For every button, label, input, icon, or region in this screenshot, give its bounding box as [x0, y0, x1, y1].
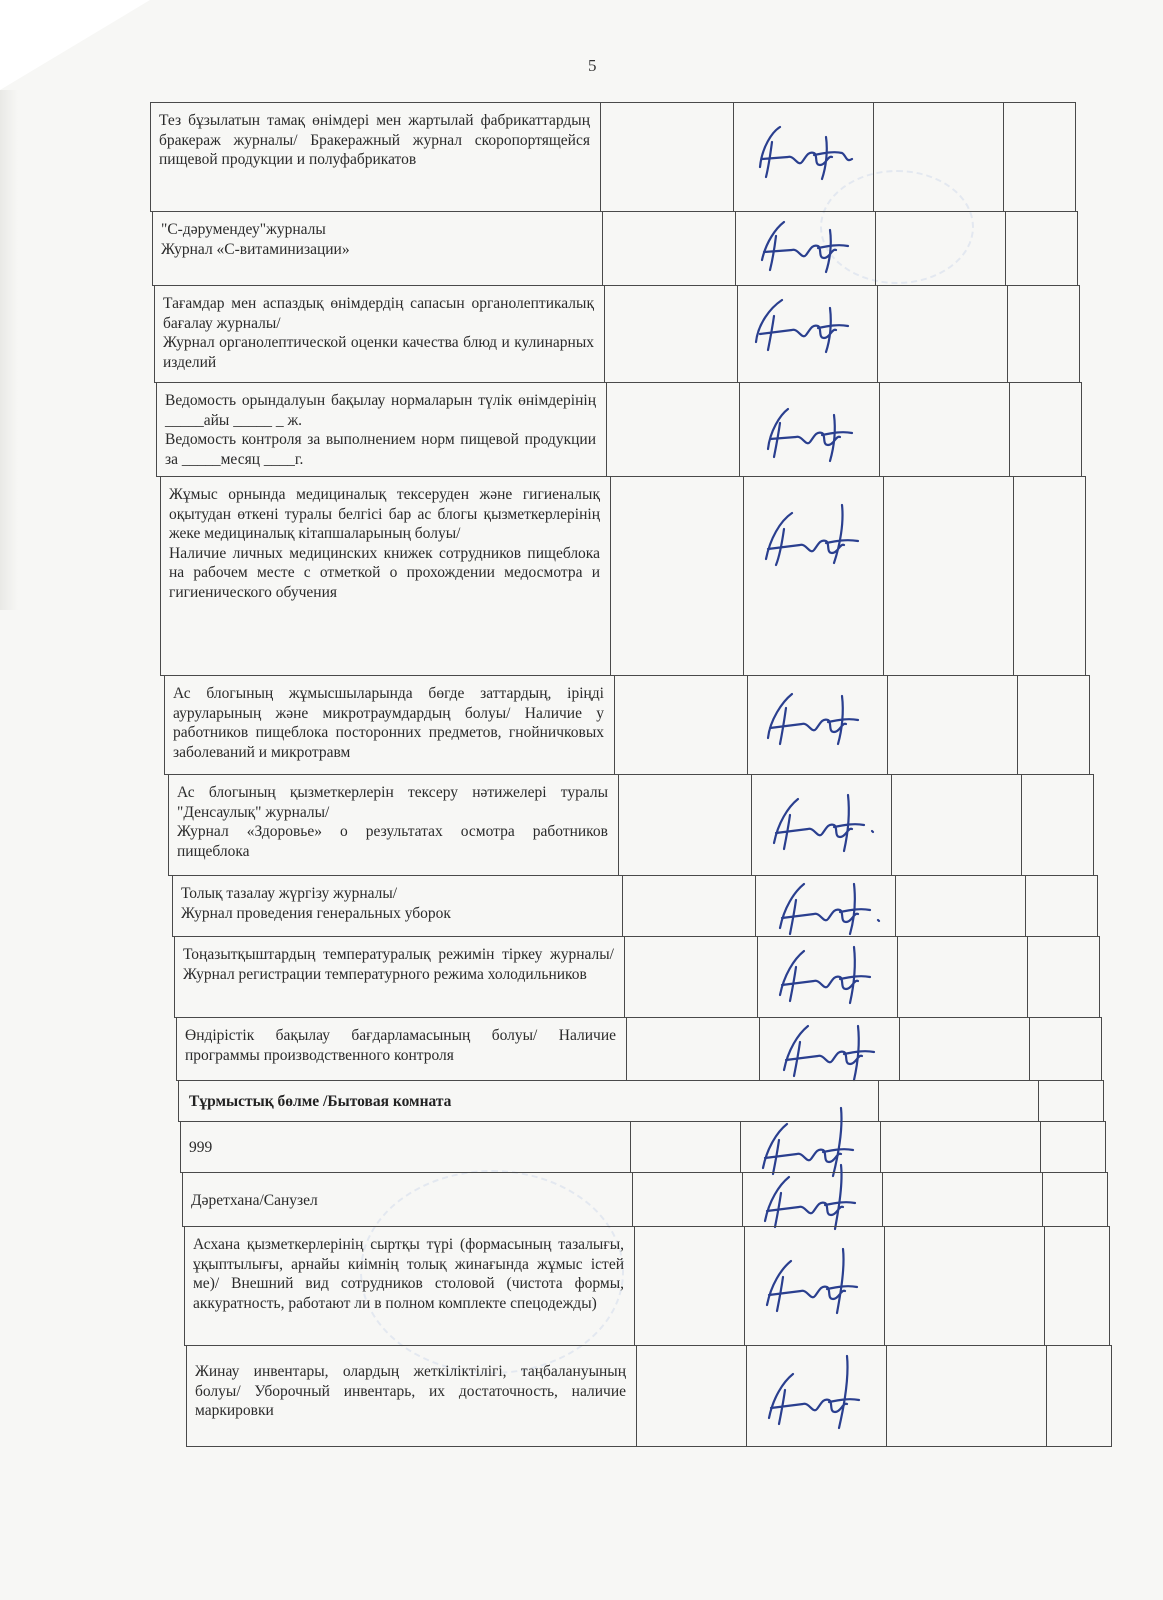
table-row — [180, 1121, 1106, 1173]
empty-cell — [878, 286, 1008, 382]
item-text-cell — [169, 775, 619, 875]
item-text-cell — [177, 1018, 627, 1080]
item-text: Тағамдар мен аспаздық өнімдердің сапасын органолептикалық бағалау журналы/ Журнал органолептической оценки качества блюд и кулинарных изделий — [163, 295, 594, 371]
signature-cell — [736, 212, 876, 285]
empty-cell — [1041, 1122, 1107, 1172]
item-text-cell — [165, 676, 615, 774]
blank-cell — [625, 937, 758, 1017]
table-row — [168, 774, 1094, 876]
item-text-cell — [183, 1173, 633, 1226]
empty-cell — [900, 1018, 1030, 1080]
item-text-cell — [157, 383, 607, 476]
item-text: Ведомость орындалуын бақылау нормаларын түлік өнімдерінің _____айы _____ _ ж. Ведомость контроля за выполнением норм пищевой продукции за _____месяц ____г. — [165, 392, 596, 468]
page-number: 5 — [588, 56, 597, 75]
blank-cell — [631, 1122, 741, 1172]
table-row — [156, 382, 1082, 477]
blank-cell — [627, 1018, 760, 1080]
signature-cell — [743, 1173, 883, 1226]
item-text: "С-дәрумендеу"журналы Журнал «С-витаминизации» — [161, 221, 350, 258]
item-text-cell — [173, 876, 623, 936]
item-text-cell — [181, 1122, 631, 1172]
empty-cell — [1028, 937, 1101, 1017]
signature-cell — [760, 1018, 900, 1080]
table-row — [186, 1345, 1112, 1447]
signature-image — [748, 387, 878, 477]
table-row — [154, 285, 1080, 383]
item-text: Асхана қызметкерлерінің сыртқы түрі (формасының тазалығы, ұқыптылығы, арнайы киімнің толық жинағында жұмыс істей ме)/ Внешний вид сотрудников столовой (чистота формы, аккуратность, работают ли в полном комплекте спецодежды) — [193, 1236, 624, 1312]
empty-cell — [1014, 477, 1087, 675]
table-row — [174, 936, 1100, 1018]
blank-cell — [611, 477, 744, 675]
empty-cell — [887, 1346, 1047, 1446]
item-text: Ас блогының жұмысшыларында бөгде заттардың, іріңді ауруларының және микротраумдардың болуы/ Наличие у работников пищеблока посторонних предметов, гнойничковых заболеваний и микротравм — [173, 685, 604, 761]
empty-cell — [876, 212, 1006, 285]
signature-cell — [756, 876, 896, 936]
signature-cell — [747, 1346, 887, 1446]
empty-cell — [1018, 676, 1091, 774]
signature-cell — [734, 103, 874, 211]
empty-cell — [1006, 212, 1079, 285]
signature-image — [746, 280, 876, 370]
empty-cell — [874, 103, 1004, 211]
table-row — [182, 1172, 1108, 1227]
table-row — [152, 211, 1078, 286]
blank-cell — [607, 383, 740, 476]
empty-cell — [884, 477, 1014, 675]
signature-cell — [745, 1227, 885, 1345]
empty-cell — [1045, 1227, 1111, 1345]
blank-cell — [615, 676, 748, 774]
table-row — [172, 875, 1098, 937]
signature-cell — [748, 676, 888, 774]
empty-cell — [892, 775, 1022, 875]
blank-cell — [633, 1173, 743, 1226]
signature-image — [760, 777, 890, 867]
item-text: Өндірістік бақылау бағдарламасының болуы/ Наличие программы производственного контроля — [185, 1027, 616, 1064]
blank-cell — [601, 103, 734, 211]
empty-cell — [1047, 1346, 1113, 1446]
signature-image — [756, 672, 886, 762]
signature-cell — [738, 286, 878, 382]
signature-image — [755, 1348, 885, 1438]
item-text-cell — [151, 103, 601, 211]
item-text: Тоңазытқыштардың температуралық режимін тіркеу журналы/ Журнал регистрации температурного режима холодильников — [183, 946, 614, 983]
empty-cell — [881, 1122, 1041, 1172]
blank-cell — [603, 212, 736, 285]
empty-cell — [1010, 383, 1083, 476]
table-row — [150, 102, 1076, 212]
blank-cell — [635, 1227, 745, 1345]
empty-cell — [1030, 1018, 1103, 1080]
empty-cell — [1043, 1173, 1109, 1226]
empty-cell — [898, 937, 1028, 1017]
item-text: Ас блогының қызметкерлерін тексеру нәтижелері туралы "Денсаулық" журналы/ Журнал «Здоровье» о результатах осмотра работников пищеблока — [177, 784, 608, 860]
empty-cell — [888, 676, 1018, 774]
item-text-cell — [175, 937, 625, 1017]
signature-image — [753, 1235, 883, 1325]
blank-cell — [619, 775, 752, 875]
signature-image — [752, 491, 882, 581]
empty-cell — [1008, 286, 1081, 382]
item-text: Жинау инвентары, олардың жеткіліктілігі, таңбалануының болуы/ Уборочный инвентарь, их достаточность, наличие маркировки — [195, 1363, 626, 1419]
section-title: Тұрмыстық бөлме /Бытовая комната — [189, 1093, 452, 1110]
item-text: Тез бұзылатын тамақ өнімдері мен жартылай фабрикаттардың бракераж журналы/ Бракеражный журнал скоропортящейся пищевой продукции и полуфабрикатов — [159, 112, 590, 168]
blank-cell — [637, 1346, 747, 1446]
item-text: 999 — [189, 1139, 213, 1156]
empty-cell — [1022, 775, 1095, 875]
empty-cell — [1039, 1081, 1105, 1121]
item-text-cell — [187, 1346, 637, 1446]
signature-image — [742, 107, 872, 197]
empty-cell — [883, 1173, 1043, 1226]
empty-cell — [1026, 876, 1099, 936]
table-row — [160, 476, 1086, 676]
item-text: Дәретхана/Санузел — [191, 1192, 318, 1209]
item-text: Толық тазалау жүргізу журналы/ Журнал проведения генеральных уборок — [181, 885, 451, 922]
empty-cell — [885, 1227, 1045, 1345]
item-text-cell — [161, 477, 611, 675]
item-text-cell — [185, 1227, 635, 1345]
signature-cell — [744, 477, 884, 675]
section-row — [178, 1080, 1104, 1122]
empty-cell — [880, 383, 1010, 476]
blank-cell — [623, 876, 756, 936]
empty-cell — [896, 876, 1026, 936]
blank-cell — [605, 286, 738, 382]
signature-cell — [752, 775, 892, 875]
signature-cell — [740, 383, 880, 476]
empty-cell — [1004, 103, 1077, 211]
item-text-cell — [155, 286, 605, 382]
table-row — [164, 675, 1090, 775]
table-row — [184, 1226, 1110, 1346]
item-text-cell — [153, 212, 603, 285]
table-row — [176, 1017, 1102, 1081]
signature-image — [744, 202, 874, 292]
empty-cell — [879, 1081, 1039, 1121]
item-text: Жұмыс орнында медициналық тексеруден және гигиеналық оқытудан өткені туралы белгісі бар ас блогы қызметкерлерінің жеке медициналық кітапшаларының болуы/ Наличие личных медицинских книжек сотрудников пищеблока на рабочем месте с отметкой о прохождении медосмотра и гигиенического обучения — [169, 486, 600, 601]
